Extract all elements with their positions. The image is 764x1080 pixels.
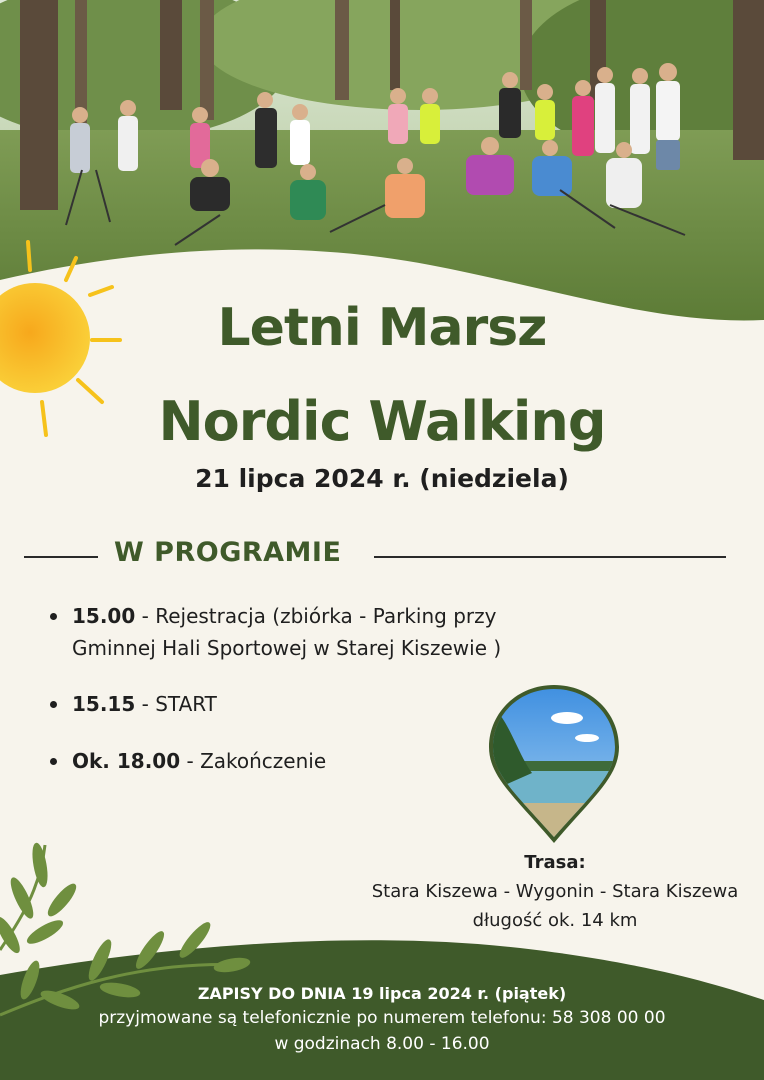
agenda-text: Zakończenie [200,749,327,773]
title-line-2: Nordic Walking [158,390,606,453]
agenda-item [48,600,568,664]
agenda-text-cont: Gminnej Hali Sportowej w Starej Kiszewie ) [72,636,502,660]
title-line-1: Letni Marsz [217,298,547,358]
signup-deadline: ZAPISY DO DNIA 19 lipca 2024 r. (piątek) [197,984,567,1003]
divider-right [374,556,726,558]
agenda-time: Ok. 18.00 [72,749,181,773]
agenda-text: Rejestracja (zbiórka - Parking przy [155,604,497,628]
agenda-sep: - [135,692,156,716]
route-info [350,848,760,935]
location-pin-image [487,683,621,845]
agenda-sep: - [135,604,156,628]
program-heading: W PROGRAMIE [114,537,342,568]
event-date: 21 lipca 2024 r. (niedziela) [195,464,569,493]
agenda-sep: - [180,749,201,773]
program-heading-row [24,537,726,577]
signup-phone: przyjmowane są telefonicznie po numerem telefonu: 58 308 00 00 [98,1008,666,1028]
route-path: Stara Kiszewa - Wygonin - Stara Kiszewa [371,881,739,902]
agenda-text: START [155,692,217,716]
divider-left [24,556,98,558]
signup-hours: w godzinach 8.00 - 16.00 [274,1034,490,1054]
agenda-time: 15.00 [72,604,136,628]
route-length: długość ok. 14 km [472,910,638,931]
route-label: Trasa: [524,852,586,873]
agenda-time: 15.15 [72,692,136,716]
